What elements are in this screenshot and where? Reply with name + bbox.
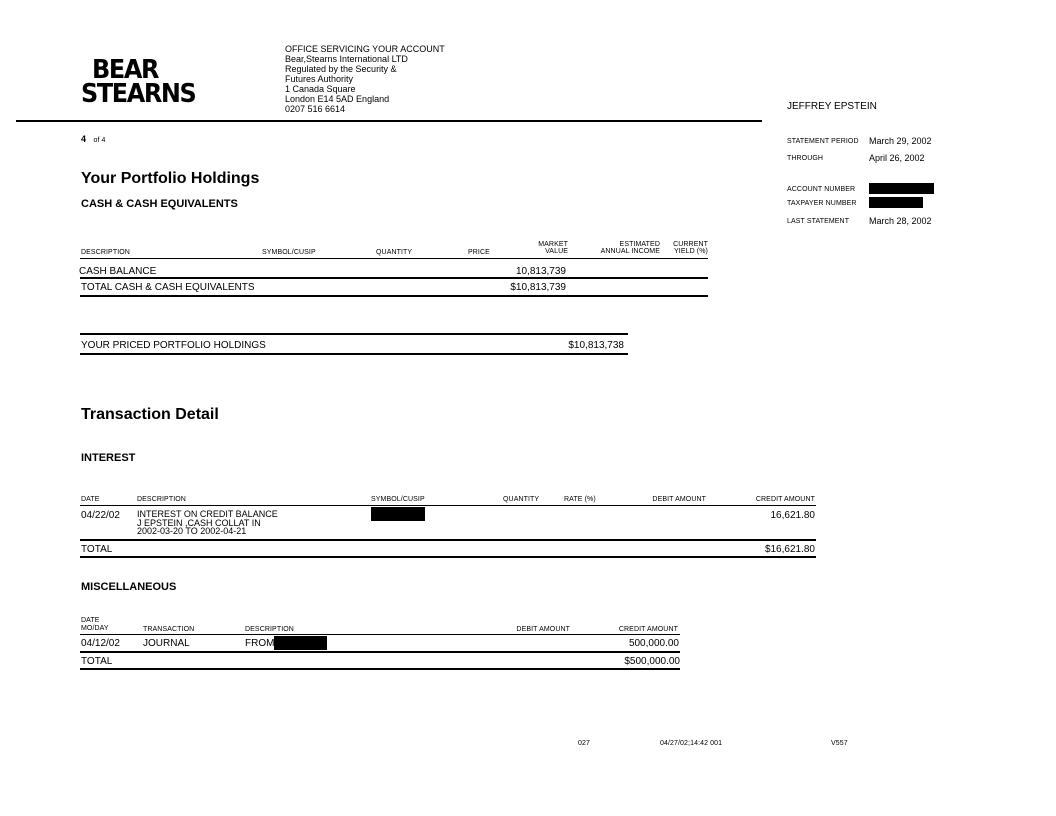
col-current-yield-line1: CURRENT — [673, 241, 708, 248]
office-line: London E14 5AD England — [285, 94, 390, 104]
misc-row-credit: 500,000.00 — [628, 638, 679, 649]
total-cash-label: TOTAL CASH & CASH EQUIVALENTS — [81, 282, 255, 293]
misc-total-rule — [80, 668, 680, 670]
col-market-value-line2: VALUE — [545, 248, 568, 255]
col-market-value — [520, 241, 568, 255]
misc-col-date-line1: DATE — [81, 617, 100, 624]
interest-total-label: TOTAL — [81, 544, 113, 555]
col-estimated-income-line2: ANNUAL INCOME — [600, 248, 660, 255]
col-estimated-income-line1: ESTIMATED — [619, 241, 660, 248]
header-rule — [16, 120, 762, 122]
misc-col-date — [81, 617, 109, 633]
col-current-yield-line2: YIELD (%) — [674, 248, 708, 255]
col-price: PRICE — [468, 249, 490, 256]
account-number-label: ACCOUNT NUMBER — [787, 186, 856, 193]
through-value: April 26, 2002 — [869, 153, 925, 163]
total-cash-value: $10,813,739 — [510, 282, 566, 293]
interest-desc-line2: J EPSTEIN ,CASH COLLAT IN — [137, 517, 261, 528]
interest-row-description — [137, 510, 278, 536]
misc-row-rule — [80, 651, 680, 653]
page-total: of 4 — [93, 137, 106, 144]
misc-col-description: DESCRIPTION — [245, 626, 294, 633]
cash-section-title: CASH & CASH EQUIVALENTS — [81, 198, 238, 210]
through-label: THROUGH — [787, 155, 824, 162]
office-line: 1 Canada Square — [285, 84, 356, 94]
misc-total-label: TOTAL — [81, 656, 113, 667]
last-statement-label: LAST STATEMENT — [787, 218, 850, 225]
total-cash-rule — [80, 295, 708, 297]
interest-desc-line1: INTEREST ON CREDIT BALANCE — [137, 509, 278, 519]
misc-row-transaction: JOURNAL — [143, 638, 190, 649]
statement-period-value: March 29, 2002 — [869, 136, 932, 146]
misc-row-description: FROM — [245, 638, 275, 649]
misc-section-title: MISCELLANEOUS — [81, 581, 177, 593]
interest-col-symbol: SYMBOL/CUSIP — [371, 496, 425, 503]
footer-version: V557 — [831, 740, 848, 747]
statement-period-label: STATEMENT PERIOD — [787, 138, 859, 145]
office-line: Regulated by the Security & — [285, 64, 397, 74]
interest-section-title: INTEREST — [81, 452, 136, 464]
cash-balance-label: CASH BALANCE — [79, 266, 157, 277]
office-line: 0207 516 6614 — [285, 104, 346, 114]
interest-row-date: 04/22/02 — [81, 510, 120, 521]
transaction-detail-title: Transaction Detail — [81, 406, 219, 423]
col-description: DESCRIPTION — [81, 249, 130, 256]
misc-total-value: $500,000.00 — [624, 656, 680, 667]
logo-line-2: STEARNS — [81, 79, 196, 109]
priced-holdings-label: YOUR PRICED PORTFOLIO HOLDINGS — [81, 340, 266, 351]
portfolio-title: Your Portfolio Holdings — [81, 170, 260, 187]
col-estimated-income — [590, 241, 660, 255]
cash-balance-value: 10,813,739 — [515, 266, 566, 277]
interest-col-rate: RATE (%) — [564, 496, 596, 503]
interest-row-rule — [80, 539, 816, 541]
interest-col-credit: CREDIT AMOUNT — [755, 496, 815, 503]
footer-code: 027 — [578, 740, 590, 747]
interest-total-value: $16,621.80 — [764, 544, 815, 555]
portfolio-header-rule — [80, 258, 708, 259]
footer-timestamp: 04/27/02;14:42 001 — [660, 740, 723, 747]
misc-row-date: 04/12/02 — [81, 638, 120, 649]
page-indicator — [81, 129, 106, 147]
interest-col-date: DATE — [81, 496, 100, 503]
redacted-account-number — [869, 183, 934, 194]
priced-holdings-bottom-rule — [80, 353, 628, 355]
interest-col-description: DESCRIPTION — [137, 496, 186, 503]
bear-stearns-logo — [81, 55, 196, 109]
col-current-yield — [664, 241, 708, 255]
misc-col-debit: DEBIT AMOUNT — [516, 626, 570, 633]
interest-total-rule — [80, 556, 816, 558]
col-quantity: QUANTITY — [376, 249, 413, 256]
col-symbol: SYMBOL/CUSIP — [262, 249, 316, 256]
logo-line-1: BEAR — [92, 55, 159, 85]
last-statement-value: March 28, 2002 — [869, 216, 932, 226]
office-line: OFFICE SERVICING YOUR ACCOUNT — [285, 44, 445, 54]
misc-header-rule — [80, 634, 680, 635]
misc-col-transaction: TRANSACTION — [143, 626, 195, 633]
misc-col-date-line2: MO/DAY — [81, 625, 109, 632]
office-line: Bear,Stearns International LTD — [285, 54, 408, 64]
priced-holdings-top-rule — [80, 333, 628, 335]
redacted-symbol-cusip — [371, 507, 425, 521]
interest-col-quantity: QUANTITY — [503, 496, 540, 503]
interest-desc-line3: 2002-03-20 TO 2002-04-21 — [137, 526, 247, 536]
office-address-block — [285, 44, 445, 114]
interest-header-rule — [80, 505, 816, 506]
taxpayer-number-label: TAXPAYER NUMBER — [787, 200, 857, 207]
client-name: JEFFREY EPSTEIN — [787, 101, 877, 112]
redacted-description — [274, 636, 327, 650]
page-number: 4 — [81, 134, 87, 144]
priced-holdings-value: $10,813,738 — [568, 340, 624, 351]
redacted-taxpayer-number — [869, 197, 923, 208]
interest-col-debit: DEBIT AMOUNT — [652, 496, 706, 503]
cash-balance-rule — [80, 277, 708, 279]
office-line: Futures Authority — [285, 74, 354, 84]
col-market-value-line1: MARKET — [538, 241, 568, 248]
interest-row-credit: 16,621.80 — [770, 510, 815, 521]
misc-col-credit: CREDIT AMOUNT — [618, 626, 678, 633]
